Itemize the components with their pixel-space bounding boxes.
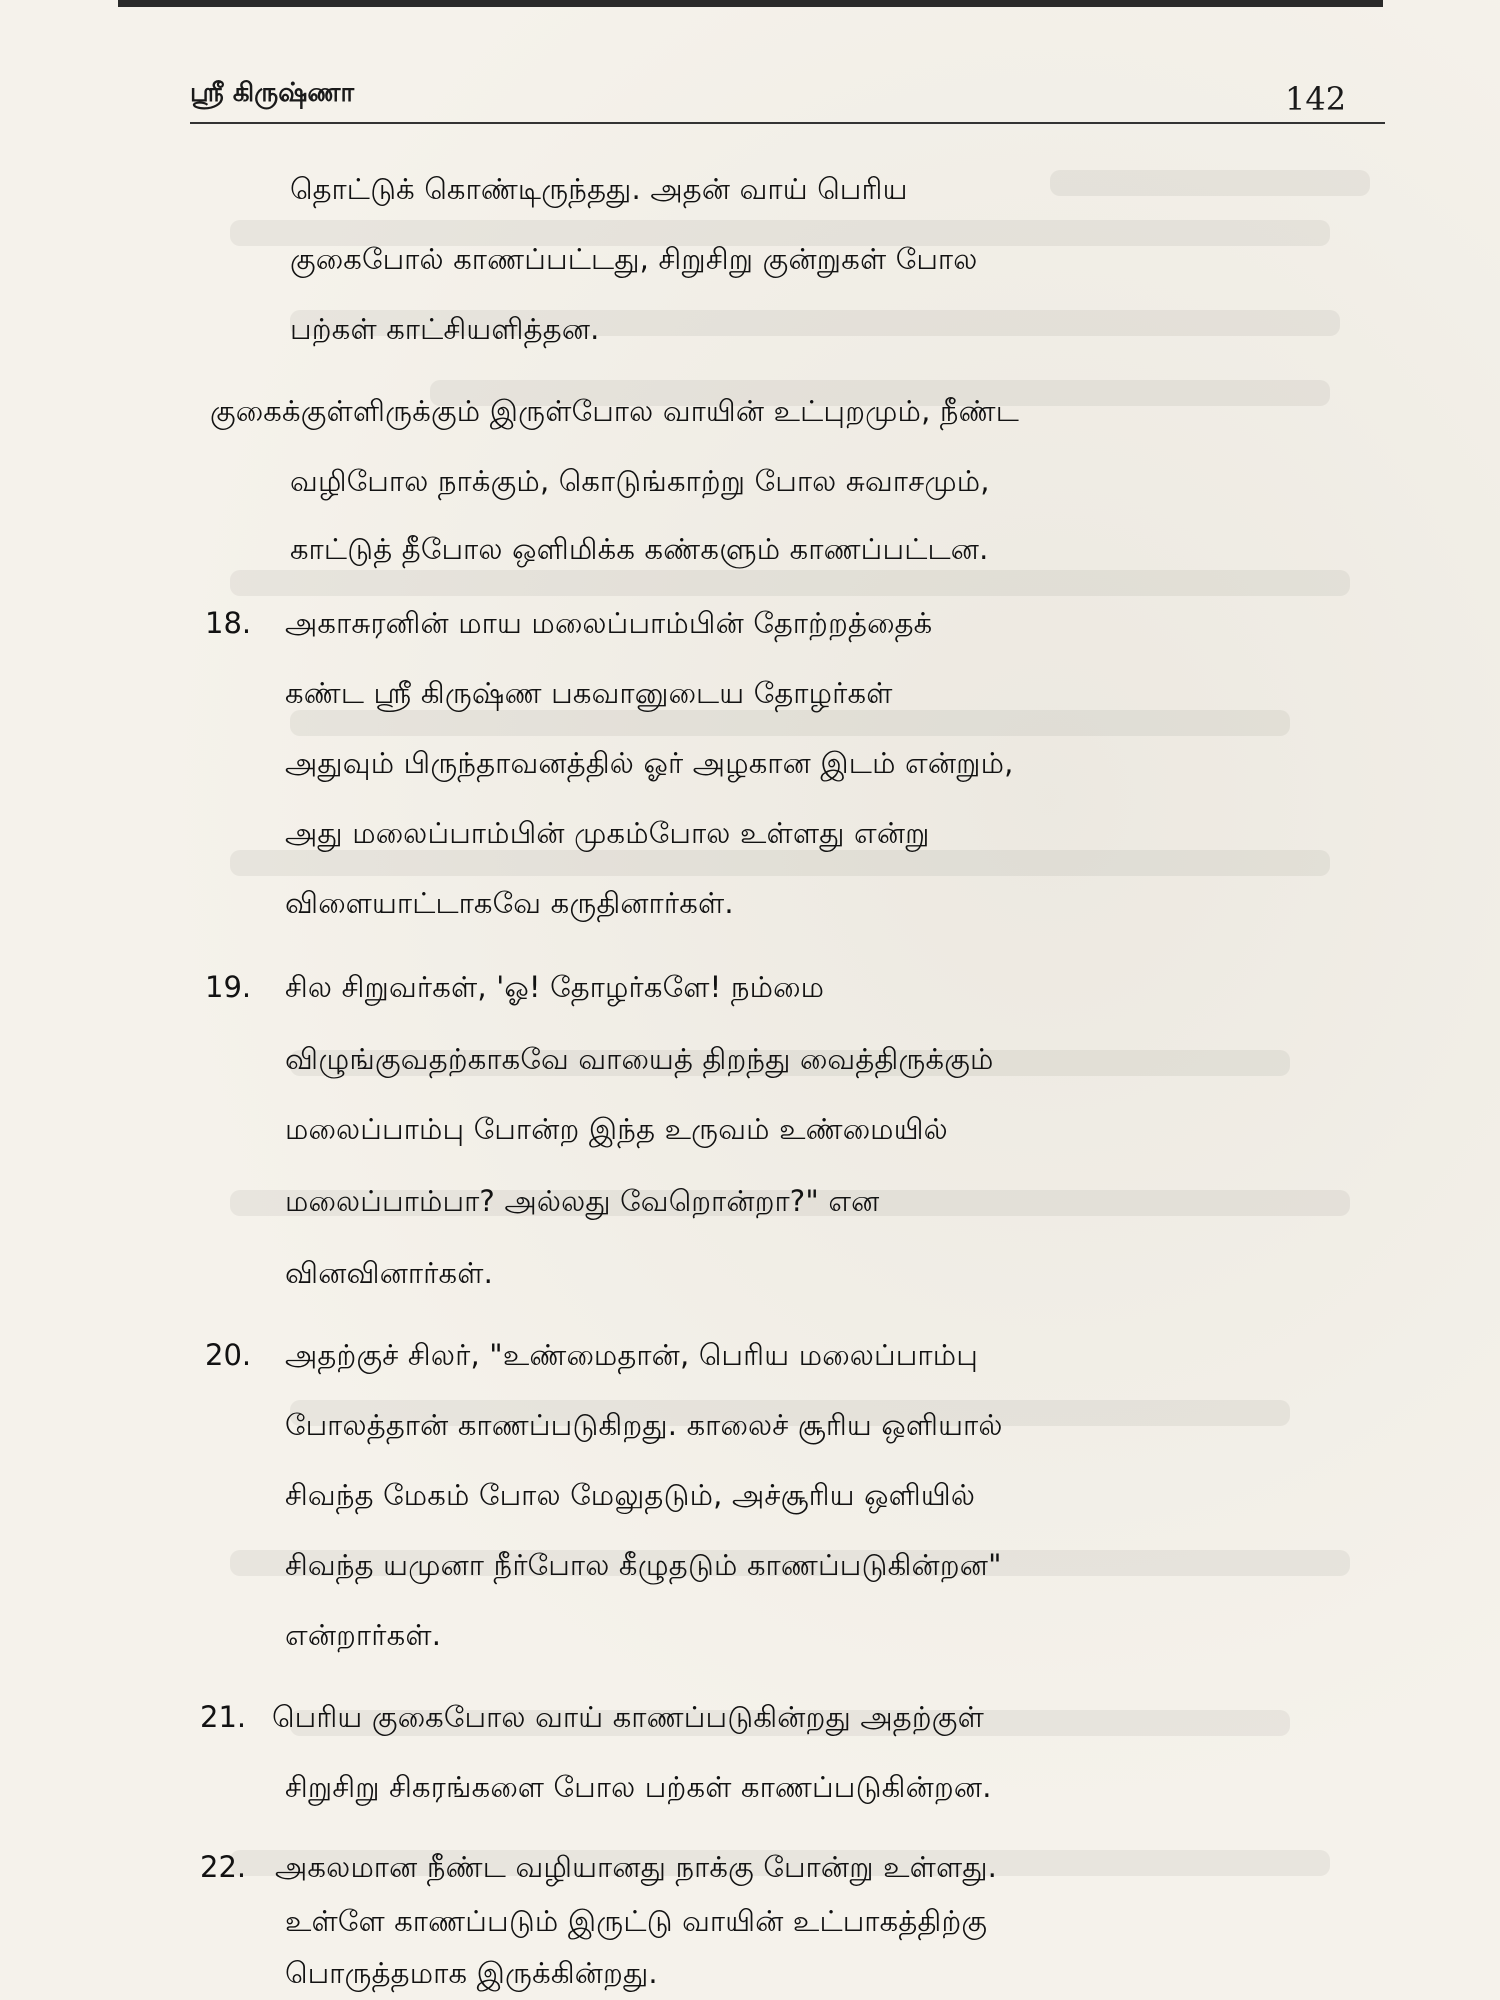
text-line: பற்கள் காட்சியளித்தன.	[290, 312, 600, 346]
text-line: தொட்டுக் கொண்டிருந்தது. அதன் வாய் பெரிய	[290, 172, 908, 206]
paragraph-number: 20.	[205, 1338, 252, 1372]
running-title: ஸ்ரீ கிருஷ்ணா	[190, 78, 355, 108]
text-line: சிறுசிறு சிகரங்களை போல பற்கள் காணப்படுகின்றன.	[285, 1770, 992, 1804]
text-line: குகைபோல் காணப்பட்டது, சிறுசிறு குன்றுகள் போல	[290, 242, 978, 276]
text-line: அது மலைப்பாம்பின் முகம்போல உள்ளது என்று	[285, 816, 930, 850]
text-line: பெரிய குகைபோல வாய் காணப்படுகின்றது அதற்குள்	[272, 1700, 984, 1734]
text-line: அதுவும் பிருந்தாவனத்தில் ஓர் அழகான இடம் என்றும்,	[285, 746, 1014, 780]
text-line: பொருத்தமாக இருக்கின்றது.	[285, 1956, 658, 1990]
text-line: விளையாட்டாகவே கருதினார்கள்.	[285, 886, 734, 920]
text-line: சில சிறுவர்கள், 'ஓ! தோழர்களே! நம்மை	[285, 970, 825, 1004]
text-line: உள்ளே காணப்படும் இருட்டு வாயின் உட்பாகத்திற்கு	[285, 1904, 988, 1938]
text-line: மலைப்பாம்பு போன்ற இந்த உருவம் உண்மையில்	[285, 1112, 948, 1146]
text-line: அதற்குச் சிலர், "உண்மைதான், பெரிய மலைப்பாம்பு	[285, 1338, 979, 1372]
text-line: மலைப்பாம்பா? அல்லது வேறொன்றா?" என	[285, 1184, 880, 1218]
text-line: அகலமான நீண்ட வழியானது நாக்கு போன்று உள்ளது.	[275, 1850, 998, 1884]
text-line: கண்ட ஸ்ரீ கிருஷ்ண பகவானுடைய தோழர்கள்	[285, 676, 893, 710]
text-line: வினவினார்கள்.	[285, 1256, 494, 1290]
text-line: விழுங்குவதற்காகவே வாயைத் திறந்து வைத்திருக்கும்	[285, 1042, 994, 1076]
text-line: சிவந்த யமுனா நீர்போல கீழுதடும் காணப்படுகின்றன"	[285, 1548, 1002, 1582]
text-line: போலத்தான் காணப்படுகிறது. காலைச் சூரிய ஒளியால்	[285, 1408, 1003, 1442]
text-line: குகைக்குள்ளிருக்கும் இருள்போல வாயின் உட்புறமும், நீண்ட	[210, 394, 1020, 428]
page-number: 142	[1285, 80, 1347, 118]
paragraph-number: 22.	[200, 1850, 247, 1884]
paragraph-number: 19.	[205, 970, 252, 1004]
paragraph-number: 18.	[205, 606, 252, 640]
text-line: காட்டுத் தீபோல ஒளிமிக்க கண்களும் காணப்பட்டன.	[290, 532, 989, 566]
text-line: வழிபோல நாக்கும், கொடுங்காற்று போல சுவாசமும்,	[290, 464, 990, 498]
text-line: அகாசுரனின் மாய மலைப்பாம்பின் தோற்றத்தைக்	[285, 606, 933, 640]
text-line: சிவந்த மேகம் போல மேலுதடும், அச்சூரிய ஒளியில்	[285, 1478, 976, 1512]
paragraph-number: 21.	[200, 1700, 247, 1734]
text-line: என்றார்கள்.	[285, 1618, 442, 1652]
